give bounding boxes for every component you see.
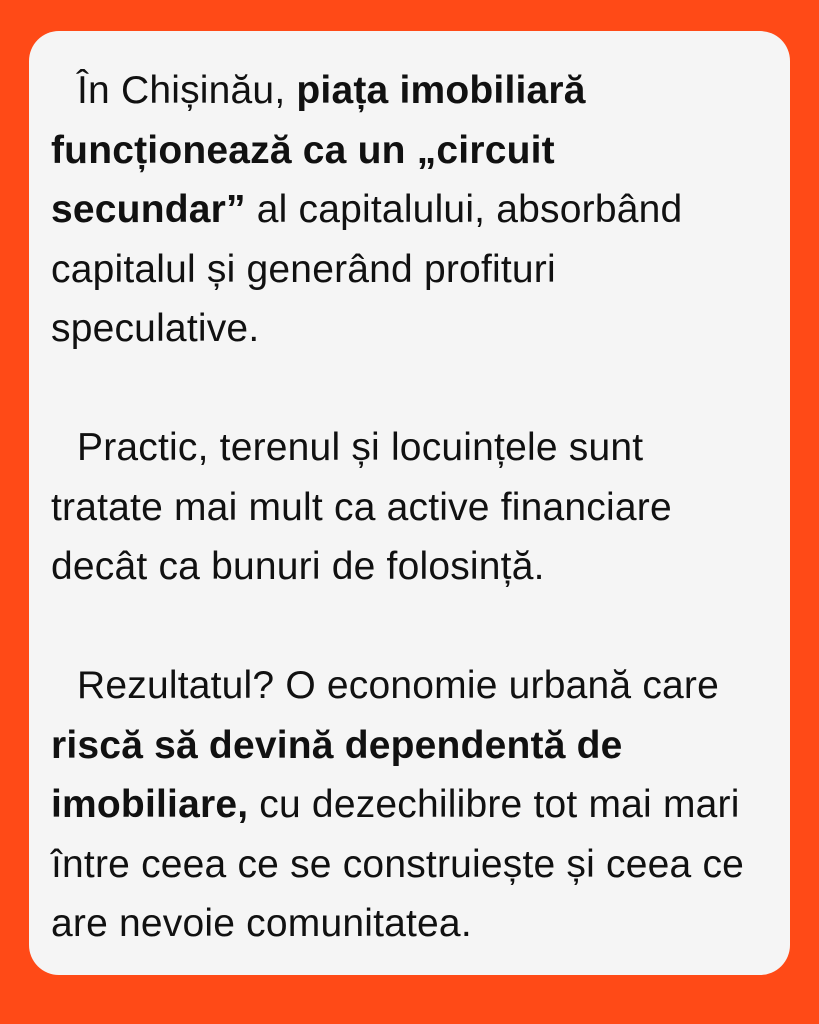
- paragraph-1-text: În Chișinău,: [77, 69, 297, 112]
- paragraph-3-text-end: cu dezechilibre tot mai mari între ceea ce se construiește și ceea ce are nevoie comunitatea.: [51, 783, 745, 945]
- paragraph-3-highlight: riscă să devină dependentă de imobiliare,: [51, 723, 623, 826]
- paragraph-2: [51, 418, 754, 597]
- paragraph-1: [51, 61, 754, 359]
- paragraph-3: [51, 656, 754, 954]
- paragraph-1-highlight: piața imobiliară funcționează ca un „circuit secundar”: [51, 69, 586, 231]
- text-card: [29, 31, 790, 975]
- paragraph-3-text: Rezultatul? O economie urbană care: [77, 664, 719, 707]
- paragraph-1-text-end: al capitalului, absorbând capitalul și generând profituri speculative.: [51, 188, 683, 350]
- paragraph-2-text: Practic, terenul și locuințele sunt tratate mai mult ca active financiare decât ca bunuri de folosință.: [51, 426, 672, 588]
